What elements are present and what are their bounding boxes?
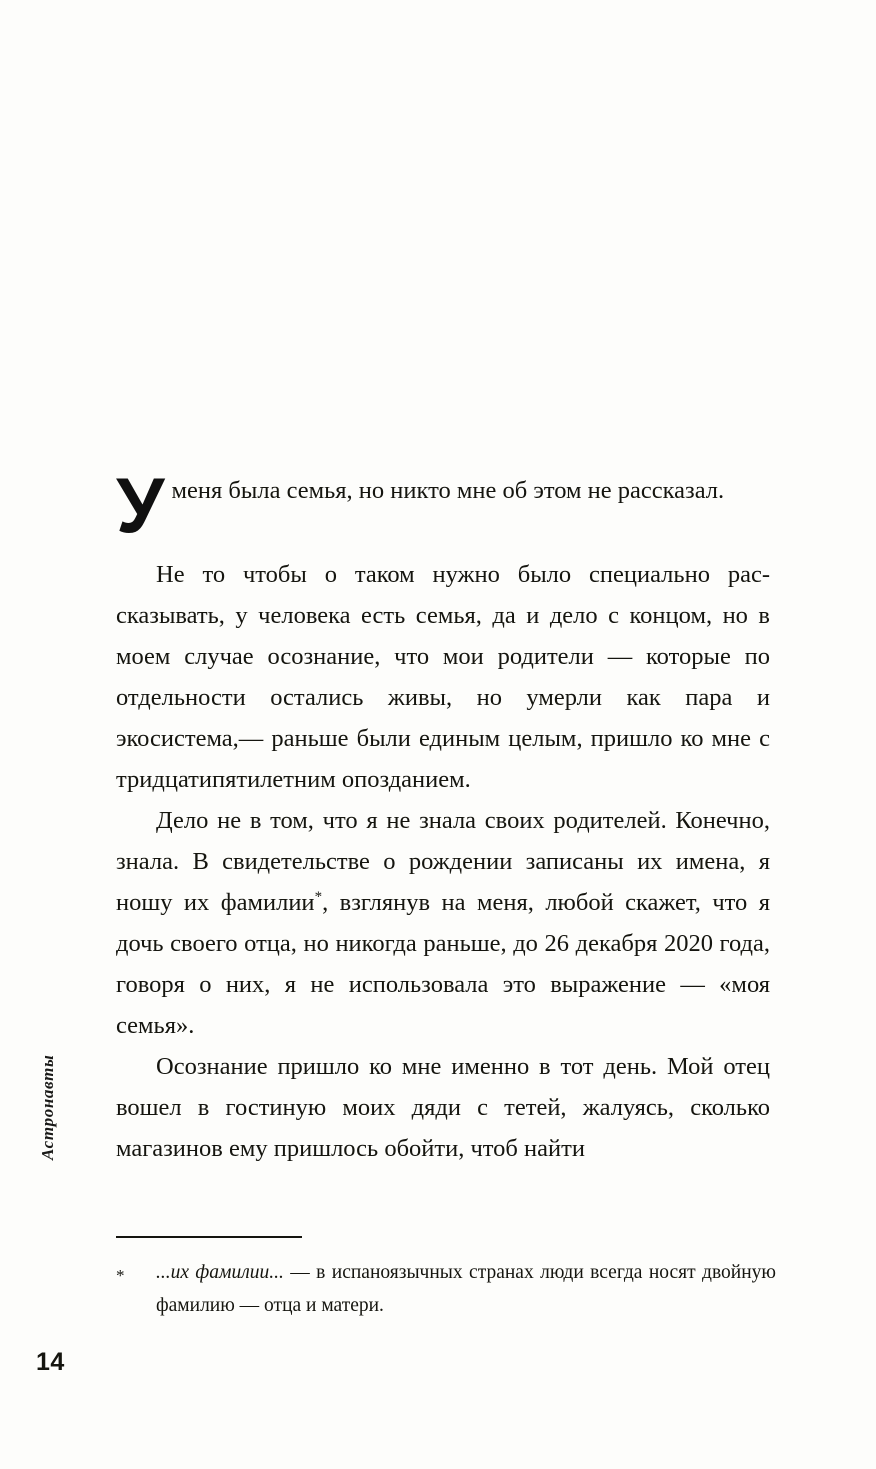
paragraph-text-after-footnote: , взглянув на меня, любой скажет, что я дочь своего отца, но никогда раньше, до 26 декабря 2020 года, говоря о них, я не использовала это выражение — «моя семья». [116, 889, 770, 1039]
paragraph-text-before-footnote: Дело не в том, что я не знала своих родителей. Конечно, знала. В свидетельстве о рождении записаны их имена, я ношу их фамилии [116, 807, 770, 916]
drop-cap: У [116, 461, 165, 549]
footnote-separator-rule [116, 1236, 302, 1238]
footnote-text [156, 1256, 776, 1322]
footnote-lemma: ...их фамилии... [156, 1262, 284, 1283]
footnote-marker: * [116, 1266, 125, 1285]
paragraph-text: Осознание пришло ко мне именно в тот день. Мой отец вошел в гостиную моих дяди с тетей, жалуясь, сколько магазинов ему пришлось обойти, чтоб найти [116, 1053, 770, 1162]
paragraph-3 [116, 800, 770, 1046]
paragraph-text: меня была семья, но никто мне об этом не рассказал. [171, 477, 725, 504]
footnote-gloss: — в испаноязычных странах люди всегда носят двойную фамилию — отца и матери. [156, 1262, 776, 1316]
footnote-area [116, 1236, 776, 1322]
text-block [116, 461, 770, 1169]
paragraph-text: Не то чтобы о таком нужно было специально рассказывать, у человека есть семья, да и дело с концом, но в моем случае осознание, что мои родители — которые по отдельности остались живы, но умерли как пара и экосистема,— раньше были единым целым, пришло ко мне с тридцатипятилетним опозданием. [116, 561, 770, 793]
footnote-reference-marker[interactable]: * [314, 888, 323, 905]
page-number: 14 [36, 1348, 65, 1376]
paragraph-opening [116, 461, 770, 554]
footnote-item [116, 1256, 776, 1322]
paragraph-4 [116, 1046, 770, 1169]
running-head: Астронавты [38, 1054, 57, 1160]
paragraph-2 [116, 554, 770, 800]
